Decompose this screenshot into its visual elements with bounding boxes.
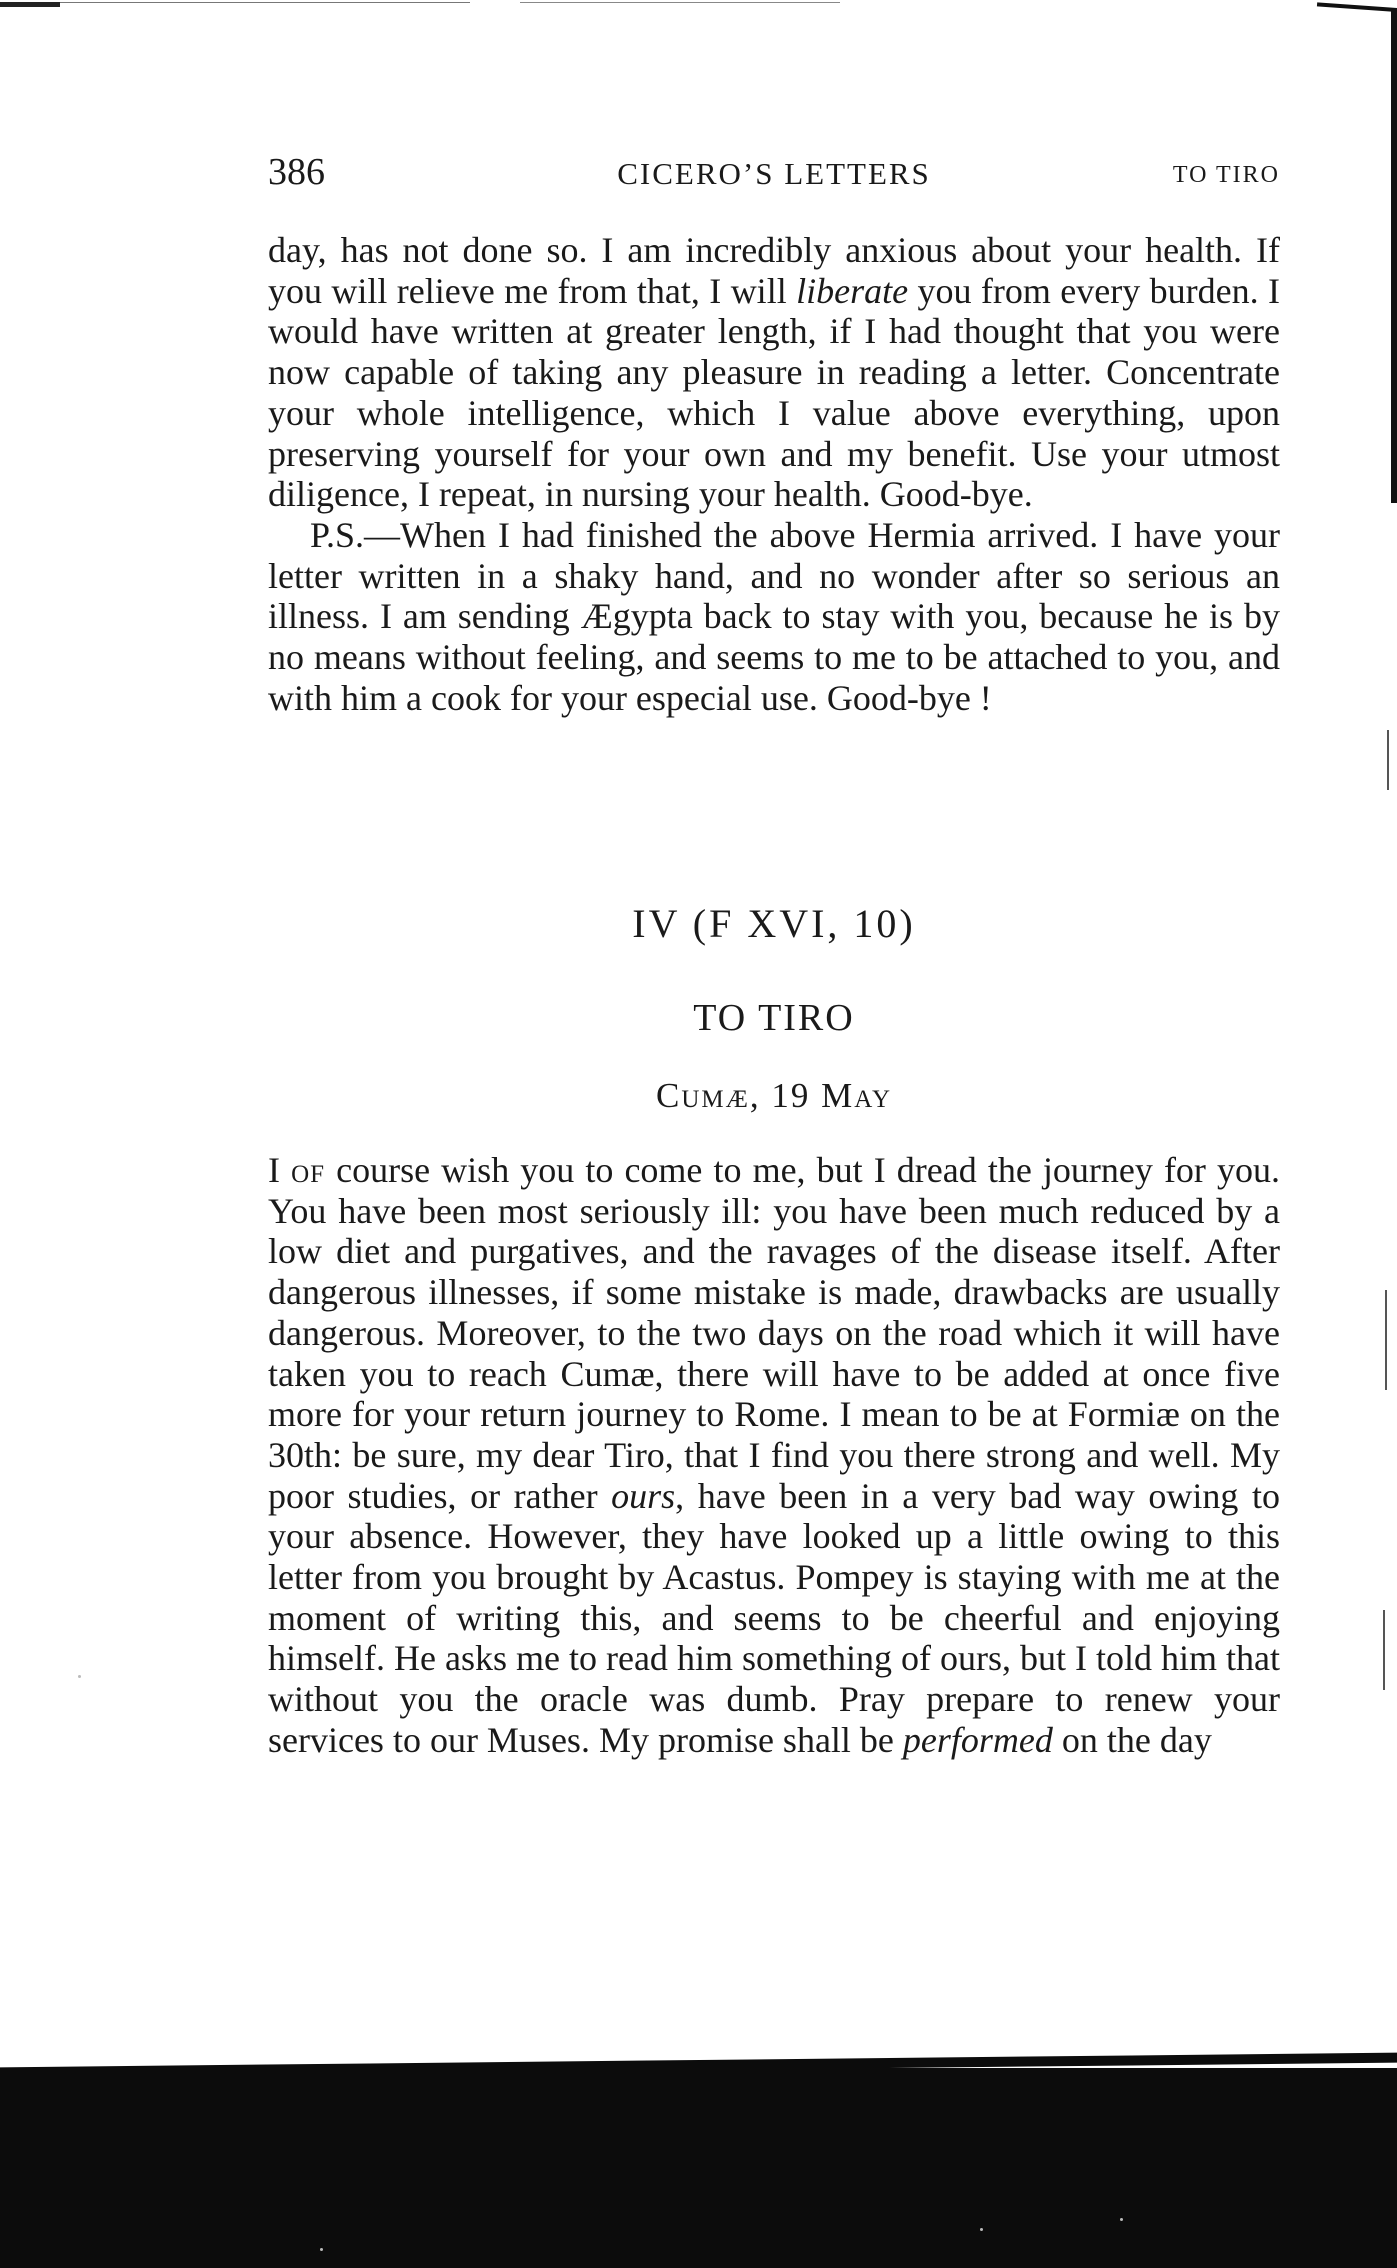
scan-dark-border — [0, 2068, 1397, 2268]
previous-letter-continuation — [268, 230, 1280, 718]
scan-mark — [1387, 730, 1389, 790]
scan-mark — [1383, 1610, 1385, 1690]
text-run: day, has not done so. I am incredibly anxious about your health. If you will relieve me from that, I will — [268, 230, 1280, 311]
page-edge-shadow — [1317, 2, 1397, 12]
running-section: TO TIRO — [1172, 162, 1280, 188]
running-title: CICERO’S LETTERS — [617, 156, 931, 191]
top-edge-rule — [520, 2, 840, 3]
letter-dateline: Cumæ, 19 May — [655, 1076, 893, 1115]
text-run: you from every burden. I would have written at greater length, if I had thought that you were now capable of taking any pleasure in reading a letter. Concentrate your whole intelligence, which I value above everything, upon preserving yourself for your own and my benefit. Use your utmost diligence, I repeat, in nursing your health. Good-bye. — [268, 270, 1280, 515]
scan-speck — [78, 1675, 81, 1678]
scan-border-edge — [0, 2053, 1397, 2078]
scan-mark — [1385, 1290, 1387, 1390]
page-edge-shadow — [1391, 8, 1397, 503]
paragraph — [268, 1150, 1280, 1761]
italic-text: performed — [902, 1719, 1053, 1760]
scan-speck — [320, 2248, 323, 2251]
italic-text: ours — [611, 1475, 676, 1516]
opening-smallcaps: of — [291, 1150, 326, 1190]
scan-speck — [1120, 2218, 1123, 2221]
page-number: 386 — [268, 151, 325, 193]
text-run: course wish you to come to me, but I dread the journey for you. You have been most seriously ill: you have been much reduced by a low diet and purgatives, and the ravages of the disease itself. After dangerous illnesses, if some mistake is made, drawbacks are usually dangerous. Moreover, to the two days on the road which it will have taken you to reach Cumæ, there will have to be added at once five more for your return journey to Rome. I mean to be at Formiæ on the 30th: be sure, my dear Tiro, that I find you there strong and well. My poor studies, or rather — [268, 1150, 1280, 1516]
postscript: P.S.—When I had finished the above Hermia arrived. I have your letter written in a shaky hand, and no wonder after so serious an illness. I am sending Ægypta back to stay with you, because he is by no means without feeling, and seems to me to be attached to you, and with him a cook for your especial use. Good-bye ! — [268, 514, 1280, 718]
letter-recipient: TO TIRO — [693, 997, 855, 1039]
paragraph — [268, 230, 1280, 515]
opening-word: I — [268, 1150, 280, 1190]
text-run: , have been in a very bad way owing to your absence. However, they have looked up a little owing to this letter from you brought by Acastus. Pompey is staying with me at the moment of writing this, and seems to be cheerful and enjoying himself. He asks me to read him something of ours, but I told him that without you the oracle was dumb. Pray prepare to renew your services to our Muses. My promise shall be — [268, 1475, 1280, 1760]
letter-heading: IV (F XVI, 10) — [632, 901, 916, 946]
text-run: on the day — [1052, 1719, 1212, 1760]
letter-body — [268, 1150, 1280, 1761]
running-header — [268, 150, 1280, 200]
top-edge-rule — [60, 2, 470, 3]
top-edge-rule — [0, 2, 60, 7]
scan-speck — [980, 2228, 983, 2231]
italic-text: liberate — [796, 270, 909, 311]
